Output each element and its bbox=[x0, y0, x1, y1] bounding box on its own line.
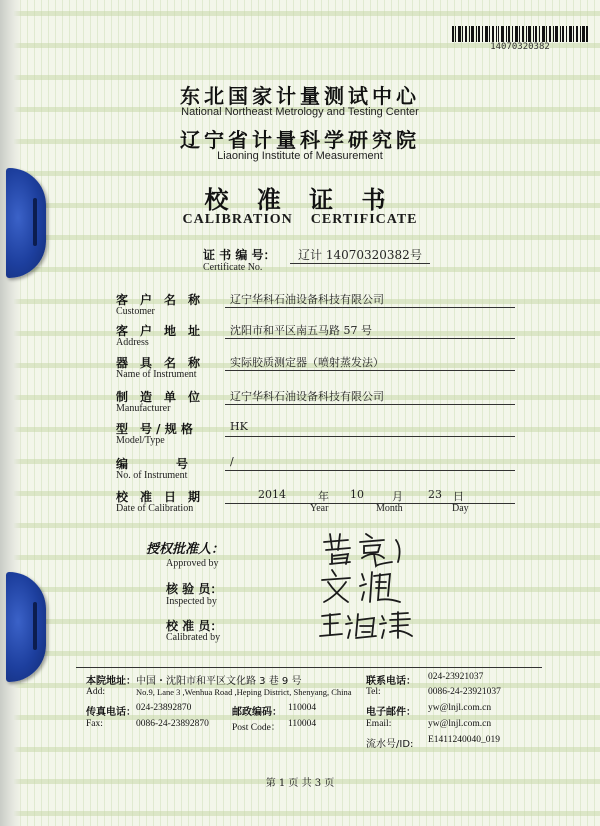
instrument-value: 实际胶质测定器（喷射蒸发法） bbox=[230, 356, 384, 369]
footer-tel-label-cn: 联系电话： bbox=[366, 676, 416, 687]
calibrated-signature-name bbox=[3, 1, 4, 2]
footer-address-label-cn: 本院地址： bbox=[86, 676, 136, 687]
serial-value: / bbox=[230, 455, 234, 468]
date-year-en: Year bbox=[310, 503, 329, 514]
customer-value: 辽宁华科石油设备科技有限公司 bbox=[230, 293, 384, 306]
footer-address-label-en: Add: bbox=[86, 687, 105, 697]
footer-post-cn: 110004 bbox=[288, 703, 317, 713]
approved-signature bbox=[318, 528, 408, 568]
date-year: 2014 bbox=[258, 488, 286, 501]
instrument-label: 器 具 名 称 bbox=[116, 356, 201, 370]
barcode bbox=[452, 26, 588, 42]
inspected-signature bbox=[318, 566, 408, 606]
footer-tel-en: 0086-24-23921037 bbox=[428, 687, 501, 697]
footer-fax-en: 0086-24-23892870 bbox=[136, 719, 209, 729]
model-label-en: Model/Type bbox=[116, 435, 165, 446]
footer-tel-label-en: Tel: bbox=[366, 687, 381, 697]
serial-label: 编 号 bbox=[116, 457, 189, 471]
approved-label: 授权批准人： bbox=[146, 542, 225, 557]
footer-fax-label-en: Fax: bbox=[86, 719, 103, 729]
date-year-cn: 年 bbox=[318, 490, 329, 503]
calibrated-label: 校 准 员： bbox=[166, 619, 223, 633]
manufacturer-label-en: Manufacturer bbox=[116, 403, 171, 414]
footer-post-label-cn: 邮政编码： bbox=[232, 707, 282, 718]
footer-email-label-cn: 电子邮件： bbox=[366, 707, 416, 718]
barcode-number: 14070320382 bbox=[490, 42, 550, 52]
manufacturer-label: 制 造 单 位 bbox=[116, 390, 201, 404]
cert-no-value: 辽计 14070320382 bbox=[298, 248, 410, 262]
calibrated-signature bbox=[318, 608, 414, 642]
footer-post-en: 110004 bbox=[288, 719, 317, 729]
footer-divider bbox=[76, 667, 542, 668]
date-label-en: Date of Calibration bbox=[116, 503, 194, 514]
cert-no-label: 证 书 编 号： bbox=[203, 248, 276, 262]
address-value: 沈阳市和平区南五马路 57 号 bbox=[230, 324, 372, 337]
date-month-cn: 月 bbox=[392, 490, 403, 503]
address-label-en: Address bbox=[116, 337, 149, 348]
manufacturer-value: 辽宁华科石油设备科技有限公司 bbox=[230, 390, 384, 403]
date-day: 23 bbox=[428, 488, 442, 501]
footer-fax-label-cn: 传真电话： bbox=[86, 707, 136, 718]
binder-clip-bottom bbox=[6, 572, 54, 682]
footer-email-cn: yw@lnjl.com.cn bbox=[428, 703, 492, 713]
org1-title-cn: 东北国家计量测试中心 bbox=[180, 84, 420, 108]
cert-no-suffix: 号 bbox=[410, 248, 423, 262]
footer-tel-cn: 024-23921037 bbox=[428, 672, 484, 682]
model-label: 型 号 / 规 格 bbox=[116, 422, 193, 436]
footer-address-en: No.9, Lane 3 ,Wenhua Road ,Heping District, Shenyang, China bbox=[136, 687, 352, 697]
cert-no-label-en: Certificate No. bbox=[203, 262, 263, 273]
date-month-en: Month bbox=[376, 503, 403, 514]
footer-serial: E1411240040_019 bbox=[428, 735, 500, 745]
certificate-title-cn: 校 准 证 书 bbox=[204, 186, 396, 214]
model-value: HK bbox=[230, 420, 248, 433]
footer-fax-cn: 024-23892870 bbox=[136, 703, 192, 713]
footer-address-cn: 中国・沈阳市和平区文化路 3 巷 9 号 bbox=[136, 676, 302, 687]
calibrated-label-en: Calibrated by bbox=[166, 632, 221, 643]
footer-serial-label: 流水号/ID: bbox=[366, 739, 414, 750]
certificate-title-en: CALIBRATION CERTIFICATE bbox=[182, 212, 418, 227]
org2-title-en: Liaoning Institute of Measurement bbox=[217, 150, 383, 162]
footer-email-en: yw@lnjl.com.cn bbox=[428, 719, 492, 729]
date-day-cn: 日 bbox=[453, 490, 464, 503]
inspected-label-en: Inspected by bbox=[166, 596, 217, 607]
date-month: 10 bbox=[350, 488, 364, 501]
address-label: 客 户 地 址 bbox=[116, 324, 201, 338]
org2-title-cn: 辽宁省计量科学研究院 bbox=[180, 128, 420, 152]
customer-label-en: Customer bbox=[116, 306, 155, 317]
inspected-label: 核 验 员： bbox=[166, 582, 223, 596]
customer-label: 客 户 名 称 bbox=[116, 293, 201, 307]
instrument-label-en: Name of Instrument bbox=[116, 369, 197, 380]
date-day-en: Day bbox=[452, 503, 469, 514]
approved-label-en: Approved by bbox=[166, 558, 219, 569]
org1-title-en: National Northeast Metrology and Testing Center bbox=[181, 106, 419, 118]
date-label: 校 准 日 期 bbox=[116, 490, 201, 504]
serial-label-en: No. of Instrument bbox=[116, 470, 188, 481]
page-number: 第 1 页 共 3 页 bbox=[265, 778, 335, 789]
footer-email-label-en: Email: bbox=[366, 719, 392, 729]
footer-post-label-en: Post Code： bbox=[232, 723, 281, 733]
